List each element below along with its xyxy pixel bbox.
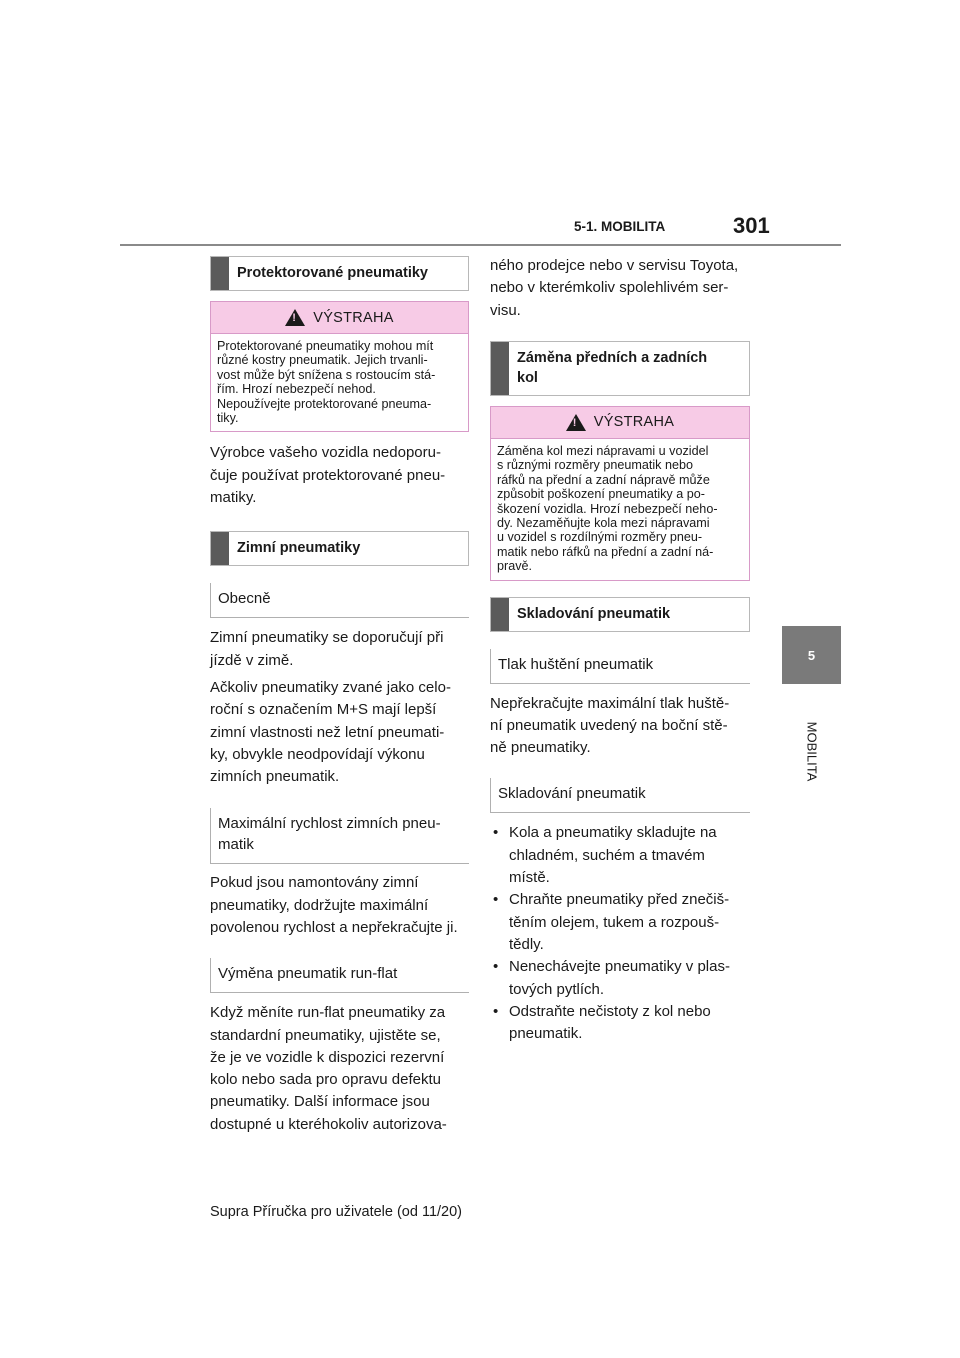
heading-zimni [210,531,469,566]
warning-line: řím. Hrozí nebezpečí nehod. [217,382,376,397]
text-line: ní pneumatik uvedený na boční stě- [490,716,728,734]
subheading-obecne: Obecně [210,583,469,618]
text-line: ky, obvykle neodpovídají výkonu [210,745,425,763]
text-line: Maximální rychlost zimních pneu- [218,815,441,833]
heading-skladovani [490,597,750,632]
heading-protektorovane [210,256,469,291]
section-title: 5-1. MOBILITA [574,219,666,234]
warning-line: škození vozidla. Hrozí nebezpečí neho- [497,501,718,516]
paragraph-zimni-1 [210,627,469,672]
paragraph-protektorovane [210,442,469,509]
subheading-tlak: Tlak huštění pneumatik [490,649,750,684]
paragraph-rychlost [210,872,469,939]
text-line: Když měníte run-flat pneumatiky za [210,1004,446,1022]
heading-marker [211,257,229,290]
warning-title: VÝSTRAHA [313,309,394,326]
chapter-label-text: MOBILITA [804,721,819,782]
subheading-rychlost [210,808,469,864]
warning-title: VÝSTRAHA [593,414,675,431]
list-item [490,1001,750,1046]
warning-line: způsobit poškození pneumatiky a po- [497,487,705,502]
text-line: čuje používat protektorované pneu- [210,466,446,484]
storage-bullet-list [490,822,750,1045]
text-line: kol [517,369,538,386]
text-line: ného prodejce nebo v servisu Toyota, [490,257,739,274]
text-line: povolenou rychlost a nepřekračujte ji. [210,919,458,936]
warning-line: vost může být snížena s rostoucím stá- [217,367,436,382]
page-number: 301 [733,213,770,238]
text-line: Pokud jsou namontovány zimní [210,874,419,892]
text-line: že je ve vozidle k dispozici rezervní [210,1048,445,1066]
subheading-runflat: Výměna pneumatik run-flat [210,958,469,993]
text-line: Záměna předních a zadních [517,349,708,366]
text-line: visu. [490,301,521,319]
text-line: jízdě v zimě. [210,651,294,669]
header-divider [120,244,841,246]
warning-line: u vozidel s rozdílnými rozměry pneu- [497,530,703,545]
warning-line: dy. Nezaměňujte kola mezi nápravami [497,515,710,530]
heading-marker [211,532,229,565]
text-line: kolo nebo sada pro opravu defektu [210,1071,441,1089]
text-line: Nepřekračujte maximální tlak huště- [490,694,730,712]
page-footer: Supra Příručka pro uživatele (od 11/20) [210,1204,463,1220]
text-line: chladném, suchém a tmavém [509,846,705,864]
chapter-side-label [782,700,841,810]
text-line: • Odstraňte nečistoty z kol nebo [509,1002,711,1020]
warning-line: různé kostry pneumatik. Jejich trvanli- [217,353,428,368]
subheading-skladovani: Skladování pneumatik [490,778,750,813]
warning-header [491,407,749,439]
text-line: matiky. [210,489,257,507]
right-column [490,256,750,1045]
text-line: • Chraňte pneumatiky před znečiš- [509,891,730,909]
warning-line: tiky. [217,411,239,426]
warning-triangle-icon [566,414,586,431]
heading-text: Zimní pneumatiky [237,540,361,557]
text-line: matik [218,836,254,854]
text-line: Zimní pneumatiky se doporučují při [210,629,444,647]
text-line: pneumatiky, dodržujte maximální [210,896,429,914]
heading-marker [491,342,509,395]
list-item [490,956,750,1001]
warning-box-protektorovane [210,301,469,432]
paragraph-continued [490,255,750,322]
text-line: pneumatik. [509,1025,583,1043]
text-line: tědly. [509,935,544,953]
warning-line: Protektorované pneumatiky mohou mít [217,339,434,353]
list-item [490,889,750,956]
warning-line: Záměna kol mezi nápravami u vozidel [497,443,709,458]
paragraph-tlak [490,693,750,760]
text-line: standardní pneumatiky, ujistěte se, [210,1026,441,1044]
heading-text [509,342,715,395]
paragraph-zimni-2 [210,677,469,788]
text-line: • Nenechávejte pneumatiky v plas- [509,958,730,976]
text-line: pneumatiky. Další informace jsou [210,1093,430,1111]
text-line: místě. [509,869,550,887]
warning-line: matik nebo ráfků na přední a zadní ná- [497,544,714,559]
warning-triangle-icon [285,309,305,326]
warning-text [491,439,749,580]
warning-line: pravě. [497,559,533,574]
warning-line: ráfků na přední a zadní nápravě může [497,472,710,487]
paragraph-runflat [210,1002,469,1136]
heading-marker [491,598,509,631]
heading-text: Skladování pneumatik [517,605,671,622]
text-line: zimní vlastnosti než letní pneumati- [210,723,445,741]
text-line: roční s označením M+S mají lepší [210,701,437,719]
warning-line: Nepoužívejte protektorované pneuma- [217,396,432,411]
chapter-tab [782,626,841,684]
text-line: nebo v kterémkoliv spolehlivém ser- [490,279,729,297]
heading-zamena [490,341,750,396]
chapter-number: 5 [807,647,816,663]
text-line: ně pneumatiky. [490,739,591,757]
text-line: tových pytlích. [509,980,605,998]
text-line: • Kola a pneumatiky skladujte na [509,824,717,842]
text-line: dostupné u kteréhokoliv autorizova- [210,1115,447,1133]
text-line: Ačkoliv pneumatiky zvané jako celo- [210,678,451,696]
text-line: těním olejem, tukem a rozpouš- [509,913,720,931]
warning-text [211,334,468,431]
warning-header [211,302,468,334]
left-column [210,256,469,1136]
warning-box-zamena [490,406,750,581]
heading-text: Protektorované pneumatiky [237,265,428,281]
text-line: zimních pneumatik. [210,768,340,786]
text-line: Výrobce vašeho vozidla nedoporu- [210,444,441,462]
warning-line: s různými rozměry pneumatik nebo [497,458,693,473]
list-item [490,822,750,889]
